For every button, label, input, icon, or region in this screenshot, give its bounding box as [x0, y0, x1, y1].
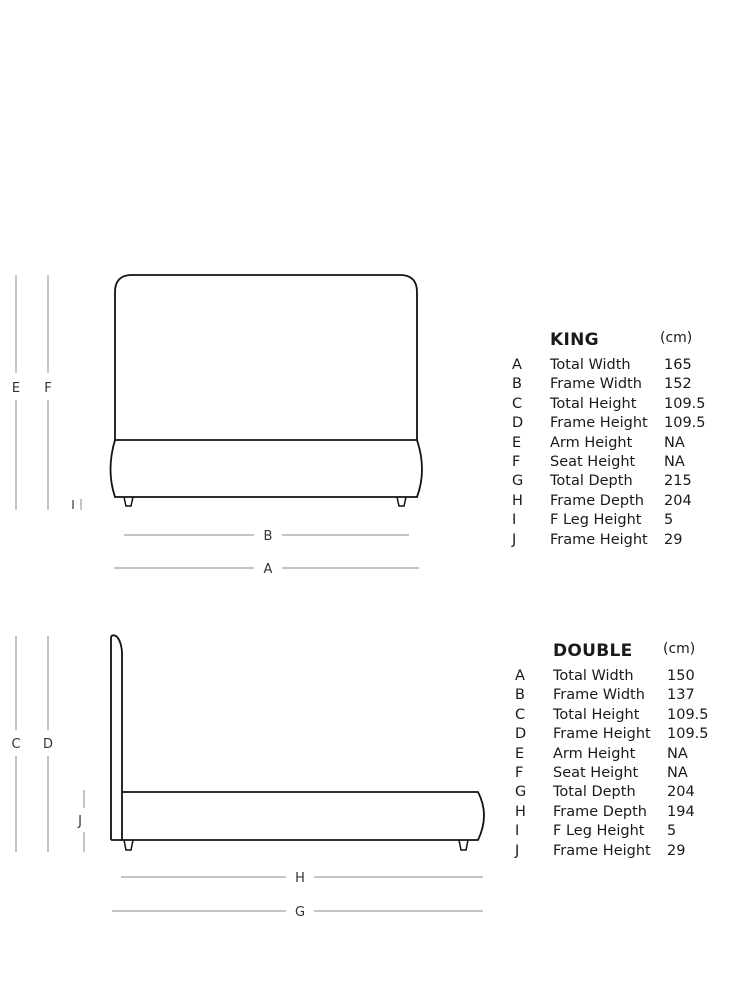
spec-row-letter: B: [512, 376, 522, 393]
spec-row-letter: F: [512, 453, 521, 470]
spec-row-letter: A: [515, 668, 525, 684]
spec-row-value: 109.5: [667, 706, 709, 723]
spec-row-name: Arm Height: [553, 745, 636, 762]
spec-row-letter: E: [512, 434, 522, 451]
spec-row-name: Frame Height: [553, 726, 651, 743]
spec-row-name: Arm Height: [550, 434, 633, 451]
spec-row-letter: J: [515, 842, 520, 859]
spec-row-name: Frame Width: [550, 376, 642, 393]
spec-row-letter: F: [515, 764, 524, 781]
spec-row-value: NA: [667, 745, 688, 762]
side-headboard-outline: [111, 635, 122, 840]
spec-row-letter: B: [515, 687, 525, 704]
front-leg-right: [397, 497, 406, 506]
spec-row-name: F Leg Height: [550, 512, 642, 529]
spec-table-title: DOUBLE: [553, 641, 633, 661]
spec-row-value: NA: [664, 434, 685, 451]
spec-row-name: Frame Width: [553, 687, 645, 704]
side-leg-left: [124, 840, 133, 850]
spec-row-value: 29: [667, 842, 686, 859]
spec-row-name: Seat Height: [553, 764, 639, 781]
spec-row-letter: E: [515, 745, 525, 762]
spec-row-name: F Leg Height: [553, 823, 645, 840]
spec-row-name: Seat Height: [550, 453, 636, 470]
spec-row-letter: A: [512, 357, 522, 373]
spec-table-unit: (cm): [660, 330, 693, 346]
dim-label-g: G: [294, 905, 306, 920]
spec-row-name: Frame Height: [550, 531, 648, 548]
dim-label-d: D: [42, 737, 54, 752]
spec-table-title: KING: [550, 330, 599, 350]
spec-row-letter: I: [515, 823, 520, 840]
dim-label-i: I: [71, 498, 75, 512]
spec-row-name: Frame Depth: [550, 492, 644, 509]
spec-row-letter: D: [515, 726, 527, 743]
spec-row-name: Total Height: [550, 395, 637, 412]
spec-row-name: Total Height: [553, 706, 640, 723]
spec-row-value: 165: [664, 357, 692, 373]
spec-row-letter: I: [512, 512, 517, 529]
spec-row-letter: G: [515, 784, 527, 801]
dim-label-e: E: [11, 381, 21, 396]
spec-row-value: 109.5: [664, 415, 706, 432]
spec-row-value: 109.5: [664, 395, 706, 412]
side-view: [11, 635, 484, 920]
spec-row-letter: H: [515, 803, 526, 820]
spec-row-name: Frame Depth: [553, 803, 647, 820]
front-view: [12, 275, 422, 577]
dim-label-j: J: [78, 814, 82, 829]
spec-row-value: 5: [667, 823, 677, 840]
dim-label-f: F: [44, 381, 52, 396]
spec-row-name: Total Width: [550, 357, 631, 373]
spec-row-name: Frame Height: [553, 842, 651, 859]
dim-label-b: B: [263, 529, 273, 544]
dim-label-h: H: [295, 871, 305, 886]
front-base-outline: [111, 440, 423, 497]
spec-row-value: NA: [667, 764, 688, 781]
spec-row-value: 204: [664, 492, 692, 509]
front-headboard-outline: [115, 275, 417, 440]
spec-row-value: 204: [667, 784, 695, 801]
spec-row-value: NA: [664, 453, 685, 470]
front-leg-left: [124, 497, 133, 506]
spec-row-letter: H: [512, 492, 523, 509]
spec-row-letter: C: [515, 706, 526, 723]
spec-row-value: 137: [667, 687, 695, 704]
spec-row-value: 5: [664, 512, 674, 529]
spec-row-letter: C: [512, 395, 523, 412]
spec-row-name: Frame Height: [550, 415, 648, 432]
spec-row-value: 109.5: [667, 726, 709, 743]
spec-row-value: 215: [664, 473, 692, 490]
spec-row-value: 150: [667, 668, 695, 684]
spec-table-unit: (cm): [663, 641, 696, 657]
spec-row-letter: G: [512, 473, 524, 490]
dim-label-a: A: [263, 562, 273, 577]
spec-row-value: 152: [664, 376, 692, 393]
spec-row-name: Total Depth: [550, 473, 633, 490]
dim-label-c: C: [11, 737, 21, 752]
spec-row-letter: D: [512, 415, 524, 432]
spec-row-name: Total Depth: [553, 784, 636, 801]
spec-row-name: Total Width: [553, 668, 634, 684]
side-leg-right: [459, 840, 468, 850]
spec-row-value: 194: [667, 803, 695, 820]
side-base-outline: [111, 792, 484, 840]
spec-row-letter: J: [512, 531, 517, 548]
spec-row-value: 29: [664, 531, 683, 548]
